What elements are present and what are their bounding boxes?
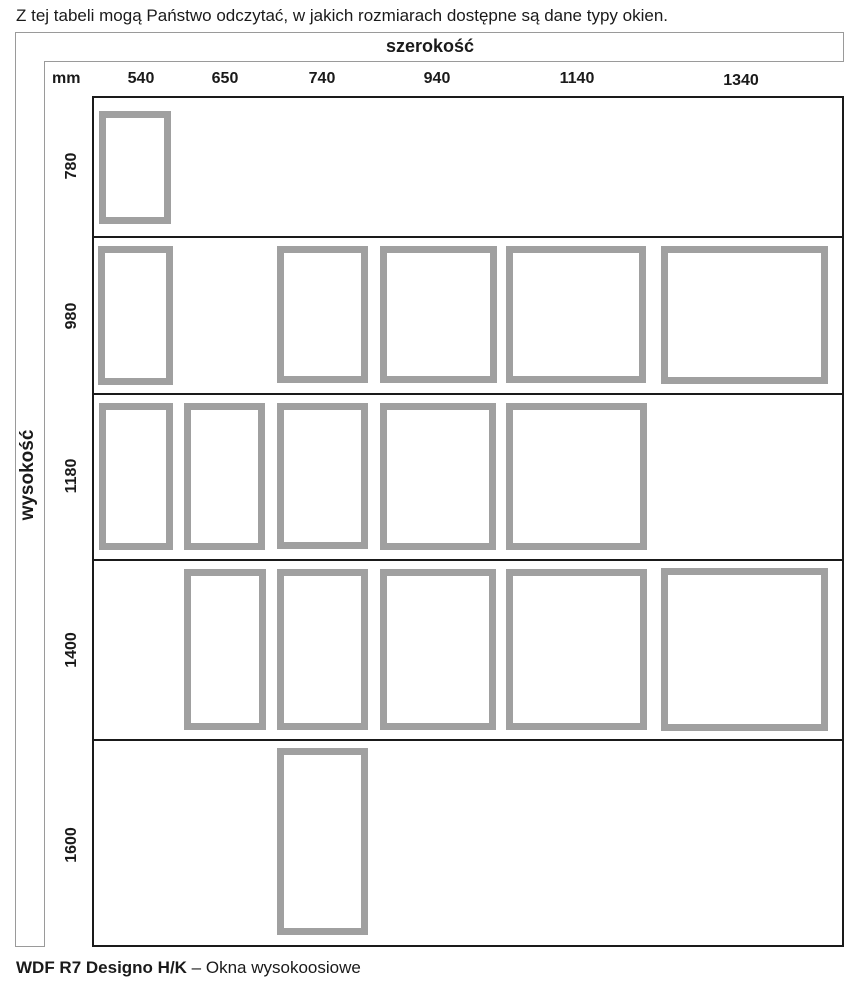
row-label: 1180 xyxy=(63,458,80,494)
window-1180x1140 xyxy=(506,403,647,550)
unit-label: mm xyxy=(52,70,81,87)
column-label: 940 xyxy=(423,70,451,87)
row-divider xyxy=(92,236,844,238)
row-label: 1600 xyxy=(63,827,80,863)
window-1400x740 xyxy=(277,569,368,730)
column-label: 540 xyxy=(127,70,155,87)
window-780x540 xyxy=(99,111,171,224)
width-title: szerokość xyxy=(385,36,475,56)
column-label: 1140 xyxy=(559,70,595,87)
window-1400x940 xyxy=(380,569,496,730)
window-1400x1140 xyxy=(506,569,647,730)
frame-line-left xyxy=(15,32,16,946)
window-1180x540 xyxy=(99,403,173,550)
intro-text: Z tej tabeli mogą Państwo odczytać, w jakich rozmiarach dostępne są dane typy okien. xyxy=(16,6,669,25)
window-1400x650 xyxy=(184,569,266,730)
window-980x940 xyxy=(380,246,497,383)
window-980x740 xyxy=(277,246,368,383)
window-1600x740 xyxy=(277,748,368,935)
frame-line-right xyxy=(843,32,844,62)
window-1180x940 xyxy=(380,403,496,550)
height-title: wysokość xyxy=(17,429,38,521)
product-description: Okna wysokoosiowe xyxy=(205,958,361,977)
row-divider xyxy=(92,559,844,561)
caption xyxy=(16,958,361,978)
frame-line-bottom xyxy=(15,946,45,947)
column-label: 740 xyxy=(308,70,336,87)
window-1180x740 xyxy=(277,403,368,549)
window-980x540 xyxy=(98,246,173,385)
row-divider xyxy=(92,393,844,395)
column-label: 1340 xyxy=(723,72,759,89)
window-1180x650 xyxy=(184,403,265,550)
window-1400x1340 xyxy=(661,568,828,731)
frame-line-inner-left xyxy=(44,61,45,946)
window-980x1140 xyxy=(506,246,646,383)
product-name: WDF R7 Designo H/K xyxy=(16,958,187,977)
column-label: 650 xyxy=(211,70,239,87)
row-divider xyxy=(92,739,844,741)
row-label: 780 xyxy=(63,152,80,180)
window-980x1340 xyxy=(661,246,828,384)
row-label: 1400 xyxy=(63,632,80,668)
row-label: 980 xyxy=(63,302,80,330)
frame-line-top xyxy=(15,32,844,33)
caption-separator: – xyxy=(186,958,206,977)
frame-line-mid xyxy=(44,61,844,62)
